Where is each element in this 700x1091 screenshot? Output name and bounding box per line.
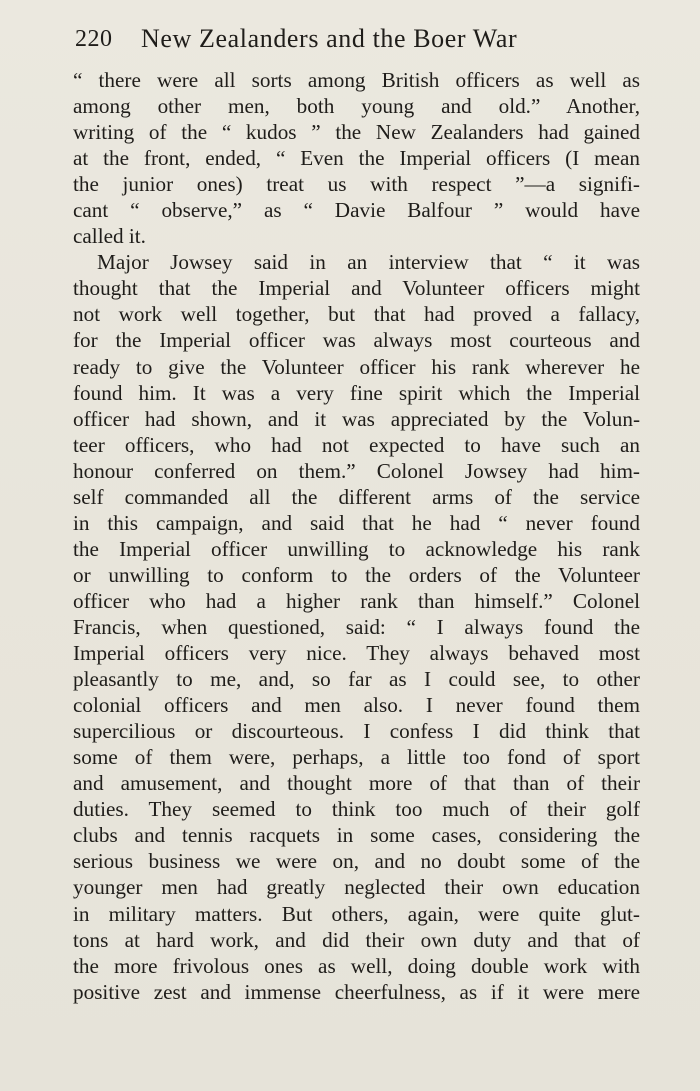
running-title: New Zealanders and the Boer War — [141, 24, 518, 53]
page-header — [75, 22, 635, 56]
text-line: or unwilling to conform to the orders of the Volunteer — [73, 562, 640, 587]
text-line: tons at hard work, and did their own duty and that of — [73, 927, 640, 952]
page-number: 220 — [75, 26, 113, 52]
text-line: self commanded all the different arms of the service — [73, 484, 640, 509]
text-line: called it. — [73, 224, 146, 249]
text-line: pleasantly to me, and, so far as I could see, to other — [73, 667, 640, 692]
text-line: teer officers, who had not expected to have such an — [73, 432, 640, 457]
text-line: “ there were all sorts among British officers as well as — [73, 68, 640, 92]
text-line: officer who had a higher rank than himself.” Colonel — [73, 588, 640, 613]
text-line: the more frivolous ones as well, doing double work with — [73, 953, 640, 978]
text-line: honour conferred on them.” Colonel Jowsey had him- — [73, 458, 640, 483]
text-line: supercilious or discourteous. I confess I did think that — [73, 719, 640, 744]
text-line: positive zest and immense cheerfulness, as if it were mere — [73, 979, 640, 1004]
text-line: Francis, when questioned, said: “ I always found the — [73, 614, 640, 639]
text-line: clubs and tennis racquets in some cases, considering the — [73, 823, 640, 848]
text-line: Major Jowsey said in an interview that “ it was — [97, 250, 640, 275]
text-line: the junior ones) treat us with respect ”—a signifi- — [73, 172, 640, 197]
text-line: Imperial officers very nice. They always behaved most — [73, 641, 640, 666]
text-line: cant “ observe,” as “ Davie Balfour ” would have — [73, 198, 640, 223]
text-line: ready to give the Volunteer officer his rank wherever he — [73, 354, 640, 379]
text-line: the Imperial officer unwilling to acknowledge his rank — [73, 536, 640, 561]
text-line: duties. They seemed to think too much of their golf — [73, 797, 640, 822]
text-line: in military matters. But others, again, were quite glut- — [73, 901, 640, 926]
text-line: and amusement, and thought more of that than of their — [73, 771, 640, 796]
text-line: found him. It was a very fine spirit which the Imperial — [73, 380, 640, 405]
text-line: at the front, ended, “ Even the Imperial officers (I mean — [73, 146, 640, 171]
text-line: colonial officers and men also. I never found them — [73, 693, 640, 718]
body-text — [73, 67, 640, 1005]
text-line: not work well together, but that had proved a fallacy, — [73, 302, 640, 327]
text-line: thought that the Imperial and Volunteer officers might — [73, 276, 640, 301]
text-line: for the Imperial officer was always most courteous and — [73, 328, 640, 353]
text-line: serious business we were on, and no doubt some of the — [73, 849, 640, 874]
text-line: writing of the “ kudos ” the New Zealanders had gained — [73, 120, 640, 145]
text-line: officer had shown, and it was appreciated by the Volun- — [73, 406, 640, 431]
text-line: among other men, both young and old.” Another, — [73, 94, 640, 119]
text-line: in this campaign, and said that he had “ never found — [73, 510, 640, 535]
text-line: younger men had greatly neglected their own education — [73, 875, 640, 900]
text-line: some of them were, perhaps, a little too fond of sport — [73, 745, 640, 770]
